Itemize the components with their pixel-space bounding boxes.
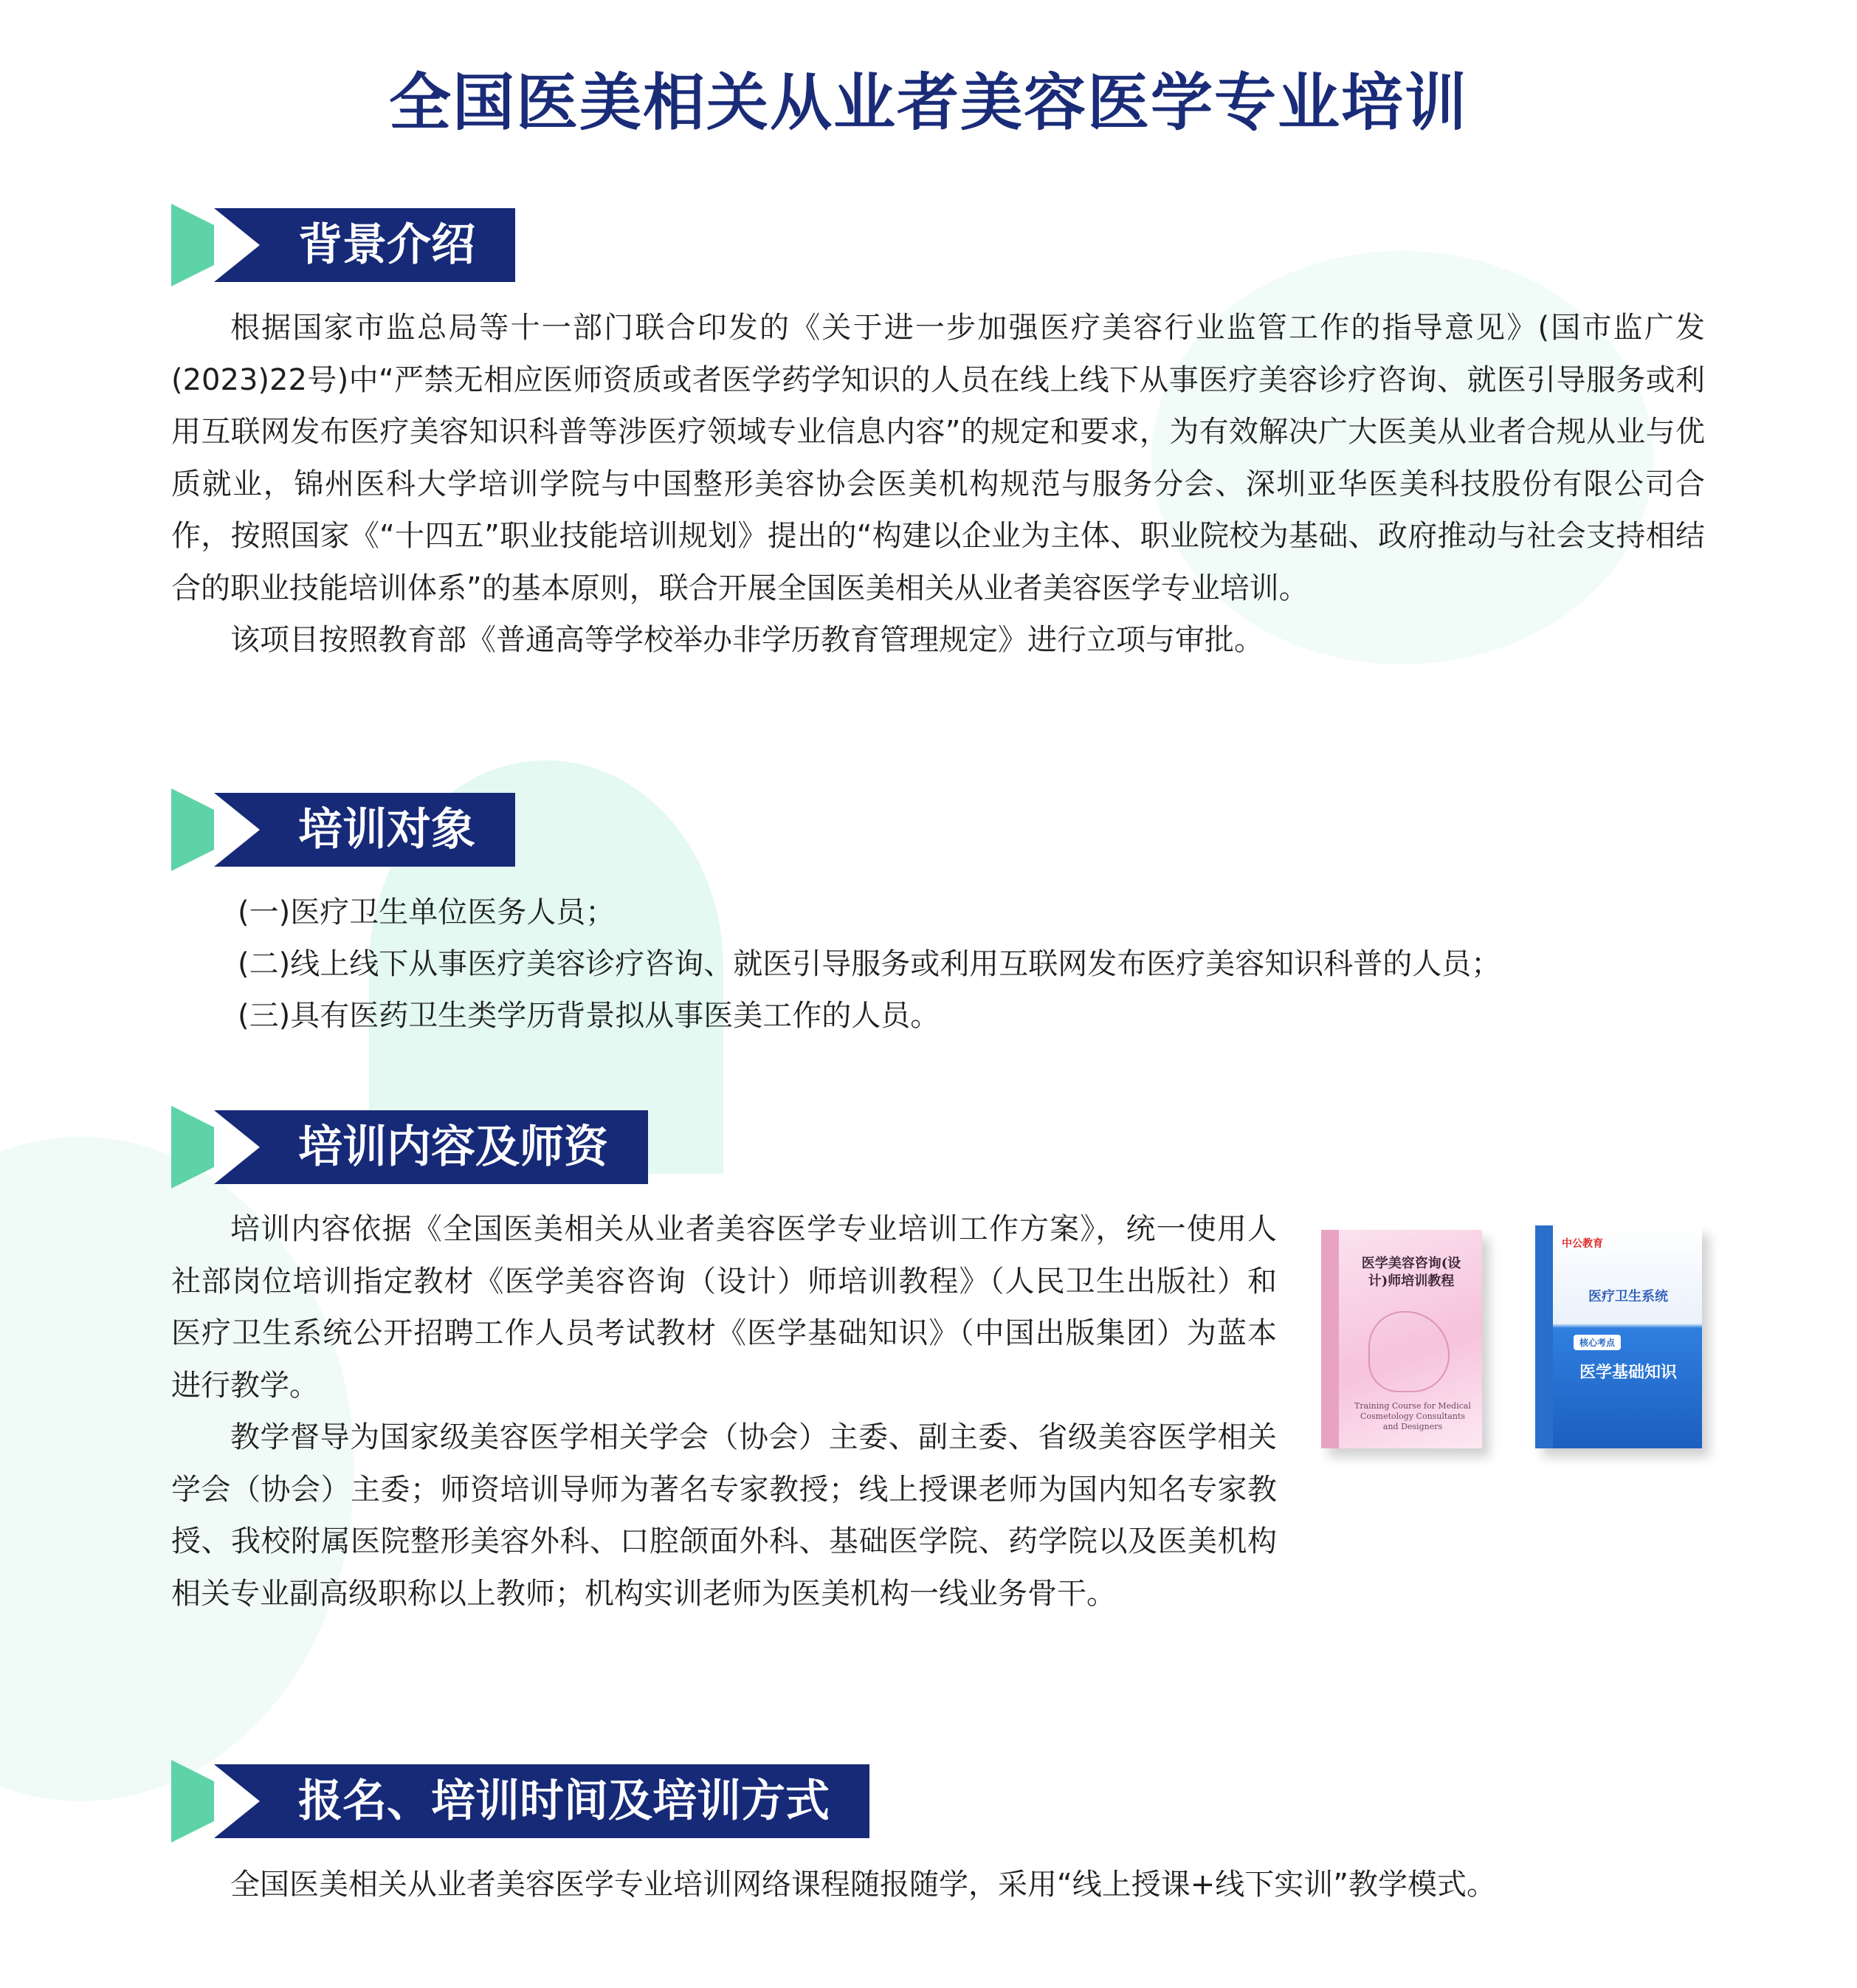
content-paragraph-2: 教学督导为国家级美容医学相关学会（协会）主委、副主委、省级美容医学相关学会（协会）主委；师资培训导师为著名专家教授；线上授课老师为国内知名专家教授、我校附属医院整形美容外科、口腔颌面外科、基础医学院、药学院以及医美机构相关专业副高级职称以上教师；机构实训老师为医美机构一线业务骨干。 bbox=[171, 1420, 1277, 1611]
publisher-logo: 中公教育 bbox=[1562, 1238, 1603, 1250]
book-tag: 核心考点 bbox=[1574, 1335, 1621, 1350]
list-item: (一)医疗卫生单位医务人员； bbox=[238, 895, 616, 929]
book-subtitle: Training Course for Medical Cosmetology Consultants and Designers bbox=[1354, 1401, 1471, 1431]
face-illustration-icon bbox=[1368, 1311, 1450, 1392]
audience-list bbox=[238, 887, 1706, 1042]
page-title: 全国医美相关从业者美容医学专业培训 bbox=[388, 66, 1468, 139]
signup-paragraph-1: 全国医美相关从业者美容医学专业培训网络课程随报随学，采用“线上授课+线下实训”教学模式。 bbox=[230, 1868, 1496, 1902]
section-heading: 培训对象 bbox=[214, 793, 515, 867]
background-paragraph-2: 该项目按照教育部《普通高等学校举办非学历教育管理规定》进行立项与审批。 bbox=[230, 623, 1264, 657]
book-series: 医疗卫生系统 bbox=[1588, 1289, 1668, 1304]
signup-text bbox=[171, 1859, 1705, 1911]
book-cover-medical-basics bbox=[1535, 1225, 1702, 1448]
background-paragraph-1: 根据国家市监总局等十一部门联合印发的《关于进一步加强医疗美容行业监管工作的指导意见》(国市监广发(2023)22号)中“严禁无相应医师资质或者医学药学知识的人员在线上线下从事医疗美容诊疗咨询、就医引导服务或利用互联网发布医疗美容知识科普等涉医疗领域专业信息内容”的规定和要求，为有效解决广大医美从业者合规从业与优质就业，锦州医科大学培训学院与中国整形美容协会医美机构规范与服务分会、深圳亚华医美科技股份有限公司合作，按照国家《“十四五”职业技能培训规划》提出的“构建以企业为主体、职业院校为基础、政府推动与社会支持相结合的职业技能培训体系”的基本原则，联合开展全国医美相关从业者美容医学专业培训。 bbox=[171, 311, 1705, 605]
background-text bbox=[171, 302, 1705, 667]
list-item: (三)具有医药卫生类学历背景拟从事医美工作的人员。 bbox=[238, 999, 940, 1033]
section-heading: 培训内容及师资 bbox=[214, 1110, 648, 1184]
book-title: 医学美容咨询(设计)师培训教程 bbox=[1361, 1256, 1461, 1289]
book-title: 医学基础知识 bbox=[1579, 1363, 1677, 1382]
content-paragraph-1: 培训内容依据《全国医美相关从业者美容医学专业培训工作方案》，统一使用人社部岗位培训指定教材《医学美容咨询（设计）师培训教程》（人民卫生出版社）和医疗卫生系统公开招聘工作人员考试教材《医学基础知识》（中国出版集团）为蓝本进行教学。 bbox=[171, 1212, 1277, 1403]
textbook-images bbox=[1321, 1225, 1705, 1462]
section-heading: 背景介绍 bbox=[214, 208, 515, 282]
list-item: (二)线上线下从事医疗美容诊疗咨询、就医引导服务或利用互联网发布医疗美容知识科普的人员； bbox=[238, 947, 1501, 981]
content-text bbox=[171, 1203, 1277, 1620]
section-heading: 报名、培训时间及培训方式 bbox=[214, 1764, 869, 1838]
book-cover-cosmetology bbox=[1321, 1230, 1482, 1448]
